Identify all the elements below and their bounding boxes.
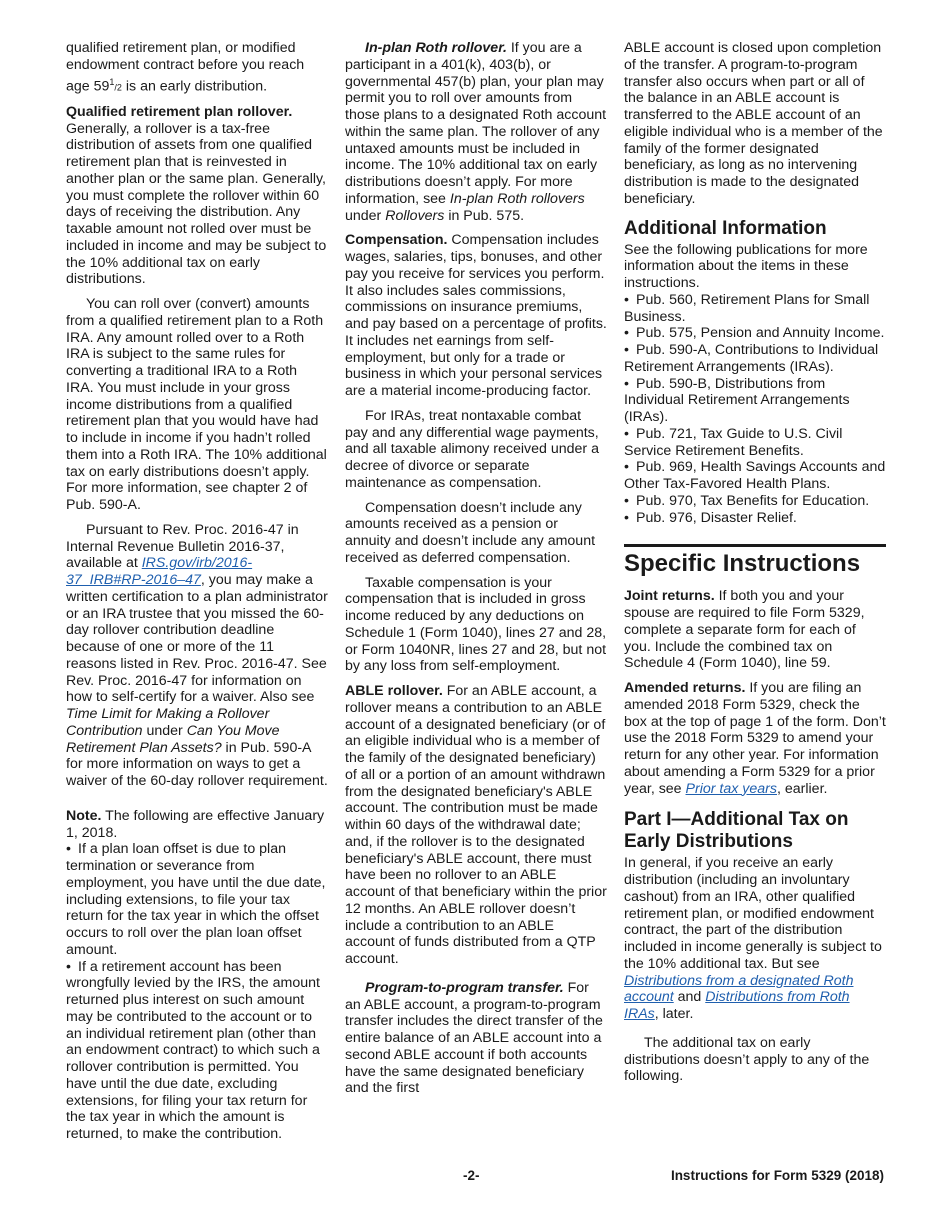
heading-able-rollover: ABLE rollover. (345, 683, 443, 699)
column-middle (345, 40, 607, 1105)
link-roth-iras[interactable]: Distributions from Roth IRAs (624, 989, 850, 1022)
heading-compensation: Compensation. (345, 232, 448, 249)
paragraph-amended-returns: Amended returns. If you are filing an amended 2018 Form 5329, check the box at the top of page 1 of the form. Don’t use the 2018 Form 5329 to amend your return for any other year. For information about amending a Form 5329 for a prior year, see Prior tax years, earlier. (624, 680, 886, 797)
bullet-icon: • (66, 958, 71, 975)
bullet-icon: • (624, 492, 629, 509)
list-item: • If a plan loan offset is due to plan termination or severance from employment, you have until the due date, including extensions, to file your tax return for the tax year in which the offset occurs to roll over the plan loan offset amount. (66, 841, 326, 958)
heading-inplan: In-plan Roth rollover. (365, 40, 507, 56)
paragraph-taxable-comp: Taxable compensation is your compensation that is included in gross income reduced by any deductions on Schedule 1 (Form 1040), lines 27 and 28, or Form 1040NR, lines 27 and 28, but not by any loss from self-employment. (345, 574, 607, 675)
list-item: • Pub. 590-A, Contributions to Individual Retirement Arrangements (IRAs). (624, 342, 879, 375)
paragraph-comp-iras: For IRAs, treat nontaxable combat pay and any differential wage payments, and all taxable alimony received under a decree of divorce or separate maintenance as compensation. (345, 407, 599, 491)
bullet-icon: • (624, 375, 629, 392)
bullet-icon: • (624, 342, 629, 358)
paragraph-roth-convert: You can roll over (convert) amounts from a qualified retirement plan to a Roth IRA. Any amount rolled over to a Roth IRA is subject to the same rules for converting a traditional IRA to a Roth IRA. You must include in your gross income distributions from a qualified retirement plan that you would have had to include in income if you hadn’t rolled them into a Roth IRA. The 10% additional tax on early distributions doesn’t apply. For more information, see chapter 2 of Pub. 590-A. (66, 296, 327, 514)
heading-rollover: Qualified retirement plan rollover. (66, 103, 293, 120)
paragraph-part-one-exceptions: The additional tax on early distributions doesn’t apply to any of the following. (624, 1034, 870, 1085)
publication-list (624, 292, 886, 527)
paragraph-rollover: Qualified retirement plan rollover. Generally, a rollover is a tax-free distribution of assets from one qualified retirement plan that is reinvested in another plan or the same plan. Generally, you must complete the rollover within 60 days of receiving the distribution. Any taxable amount not rolled over must be included in income and may be subject to the 10% additional tax on early distributions. (66, 103, 327, 288)
list-item: • Pub. 969, Health Savings Accounts and Other Tax-Favored Health Plans. (624, 459, 886, 492)
paragraph-transfer-cont: ABLE account is closed upon completion of the transfer. A program-to-program transfer also occurs when part or all of the balance in an ABLE account is transferred to the ABLE account of an eligible individual who is a member of the family of the former designated beneficiary, as long as no intervening distribution is made to the designated beneficiary. (624, 40, 883, 207)
bullet-icon: • (624, 425, 629, 442)
heading-amended-returns: Amended returns. (624, 680, 746, 696)
bullet-icon: • (66, 841, 71, 858)
page-number: -2- (463, 1168, 480, 1183)
link-irb[interactable]: IRS.gov/irb/2016-37_IRB#RP-2016–47 (66, 555, 253, 589)
list-item: • Pub. 575, Pension and Annuity Income. (624, 325, 885, 342)
bullet-icon: • (624, 291, 629, 308)
link-roth-account[interactable]: Distributions from a designated Roth account (624, 972, 854, 1006)
bullet-icon: • (624, 459, 629, 476)
list-item: • Pub. 976, Disaster Relief. (624, 509, 797, 526)
paragraph-part-one: In general, if you receive an early distribution (including an involuntary cashout) from an IRA, other qualified retirement plan, or modified endowment contract, the part of the distribution included in income generally is subject to the 10% additional tax. But see Distributions from a designated Roth account and Distributions from Roth IRAs, later. (624, 855, 882, 1022)
list-item: • Pub. 560, Retirement Plans for Small Business. (624, 291, 870, 325)
superscript: 1 (109, 76, 115, 87)
list-item: • If a retirement account has been wrongfully levied by the IRS, the amount returned plus interest on such amount may be contributed to the account or to an individual retirement plan (other than an endowment contract) to which such a rollover contribution is permitted. You have until the due date, excluding extensions, for filing your tax return for the tax year in which the amount is returned, to make the contribution. (66, 958, 320, 1143)
list-item: • Pub. 721, Tax Guide to U.S. Civil Service Retirement Benefits. (624, 425, 843, 459)
heading-additional-info: Additional Information (624, 217, 827, 239)
list-item: • Pub. 590-B, Distributions from Individual Retirement Arrangements (IRAs). (624, 375, 850, 425)
bullet-icon: • (624, 325, 629, 342)
link-prior-tax-years[interactable]: Prior tax years (685, 780, 777, 797)
heading-joint-returns: Joint returns. (624, 588, 715, 605)
paragraph-intro: qualified retirement plan, or modified endowment contract before you reach age $59^1/2$ is an early distribution. (66, 40, 305, 95)
paragraph-able-rollover: ABLE rollover. For an ABLE account, a rollover means a contribution to an ABLE account of a designated beneficiary (or of an eligible individual who is a member of the family of the designated beneficiary) of all or a portion of an amount withdrawn from the designated beneficiary's ABLE account. The contribution must be made within 60 days of the withdrawal date; and, if the rollover is to the designated beneficiary's ABLE account, there must have been no rollover to an ABLE account of that beneficiary within the prior 12 months. An ABLE rollover doesn’t include a contribution to an ABLE account of funds distributed from a QTP account. (345, 683, 607, 967)
column-left (66, 40, 328, 1151)
paragraph-program-transfer: Program-to-program transfer. For an ABLE account, a program-to-program transfer includes the direct transfer of the entire balance of an ABLE account into a second ABLE account if both accounts have the same designated beneficiary and the first (345, 979, 603, 1097)
heading-specific-instructions: Specific Instructions (624, 544, 886, 578)
bullet-icon: • (624, 509, 629, 526)
column-right (624, 40, 886, 1093)
footer-title: Instructions for Form 5329 (2018) (670, 1168, 884, 1183)
paragraph-revproc: Pursuant to Rev. Proc. 2016-47 in Internal Revenue Bulletin 2016-37, available at IRS.gov/irb/2016-37_IRB#RP-2016–47, you may make a written certification to a plan administrator or an IRA trustee that you missed the 60-day rollover contribution deadline because of one or more of the 11 reasons listed in Rev. Proc. 2016-47. See Rev. Proc. 2016-47 for information on how to self-certify for a waiver. Also see Time Limit for Making a Rollover Contribution under Can You Move Retirement Plan Assets? in Pub. 590-A for more information on ways to get a waiver of the 60-day rollover requirement. (66, 521, 328, 790)
heading-note: Note. (66, 807, 102, 824)
paragraph-joint-returns: Joint returns. If both you and your spouse are required to file Form 5329, complete a separate form for each of you. Include the combined tax on Schedule 4 (Form 1040), line 59. (624, 588, 865, 672)
paragraph-note: Note. The following are effective January 1, 2018. (66, 807, 325, 841)
paragraph-inplan: In-plan Roth rollover. If you are a participant in a 401(k), 403(b), or governmental 457(b) plan, your plan may permit you to roll over amounts from those plans to a designated Roth account within the same plan. The rollover of any untaxed amounts must be included in income. The 10% additional tax on early distributions doesn’t apply. For more information, see In-plan Roth rollovers under Rollovers in Pub. 575. (345, 40, 607, 224)
note-list (66, 841, 328, 1143)
list-item: • Pub. 970, Tax Benefits for Education. (624, 492, 870, 509)
heading-part-one: Part I—Additional Tax on Early Distributions (624, 809, 849, 853)
paragraph-comp-exclusions: Compensation doesn’t include any amounts received as a pension or annuity and doesn’t include any amount received as deferred compensation. (345, 499, 596, 566)
paragraph-additional-intro: See the following publications for more information about the items in these instructions. (624, 241, 868, 291)
heading-program-transfer: Program-to-program transfer. (365, 979, 564, 996)
paragraph-compensation: Compensation. Compensation includes wages, salaries, tips, bonuses, and other pay you receive for services you perform. It also includes sales commissions, commissions on insurance premiums, and pay based on a percentage of profits. It includes net earnings from self-employment, but only for a trade or business in which your personal services are a material income-producing factor. (345, 232, 607, 399)
subscript: /2 (114, 82, 122, 93)
